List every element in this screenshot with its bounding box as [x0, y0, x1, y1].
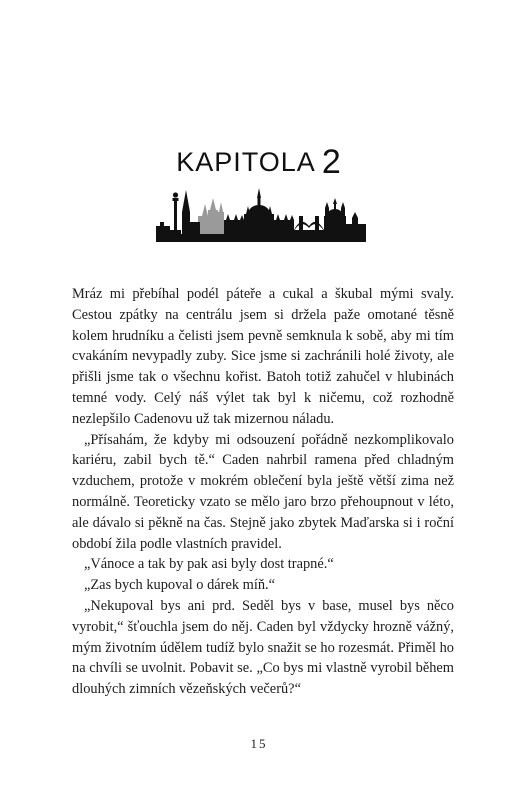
chapter-body-text — [72, 284, 454, 700]
budapest-skyline-icon — [156, 186, 366, 242]
page-number: 15 — [250, 736, 268, 751]
paragraph: Mráz mi přebíhal podél páteře a cukal a škubal mými svaly. Cestou zpátky na centrálu jsem si držela paže omotané těsně kolem hrudníku a čelisti jsem pevně semknula k sobě, aby mi tím cvakáním nevypadly zuby. Sice jsme si zachránili holé životy, ale přišli jsme tak o všechnu kořist. Batoh totiž zahučel v hlubinách temné vody. Celý náš výlet tak byl k ničemu, což rozhodně nezlepšilo Cadenovu už tak mizernou náladu. — [72, 286, 454, 427]
paragraph: „Vánoce a tak by pak asi byly dost trapné.“ — [84, 556, 334, 573]
paragraph: „Nekupoval bys ani prd. Seděl bys v base, musel bys něco vyrobit,“ šťouchla jsem do něj. Caden byl vždycky hrozně vážný, mým životním údělem tudíž bylo snažit se ho rozesmát. Přiměl ho na chvíli se uvolnit. Pobavit se. „Co bys mi vlastně vyrobil během dlouhých zimních vězeňských večerů?“ — [72, 597, 454, 698]
chapter-heading — [0, 143, 518, 182]
paragraph: „Zas bych kupoval o dárek míň.“ — [84, 577, 276, 594]
chapter-number: 2 — [321, 143, 342, 181]
paragraph: „Přísahám, že kdyby mi odsouzení pořádně nezkomplikovalo kariéru, zabil bych tě.“ Caden nahrbil ramena před chladným vzduchem, protože v mokrém oblečení byla ještě větší zima než normálně. Teoreticky vzato se mělo jaro brzo přehoupnout v léto, ale dávalo si pěkně na čas. Stejně jako zbytek Maďarska si i roční období žila podle vlastních pravidel. — [72, 431, 454, 552]
chapter-label: KAPITOLA — [176, 147, 316, 177]
